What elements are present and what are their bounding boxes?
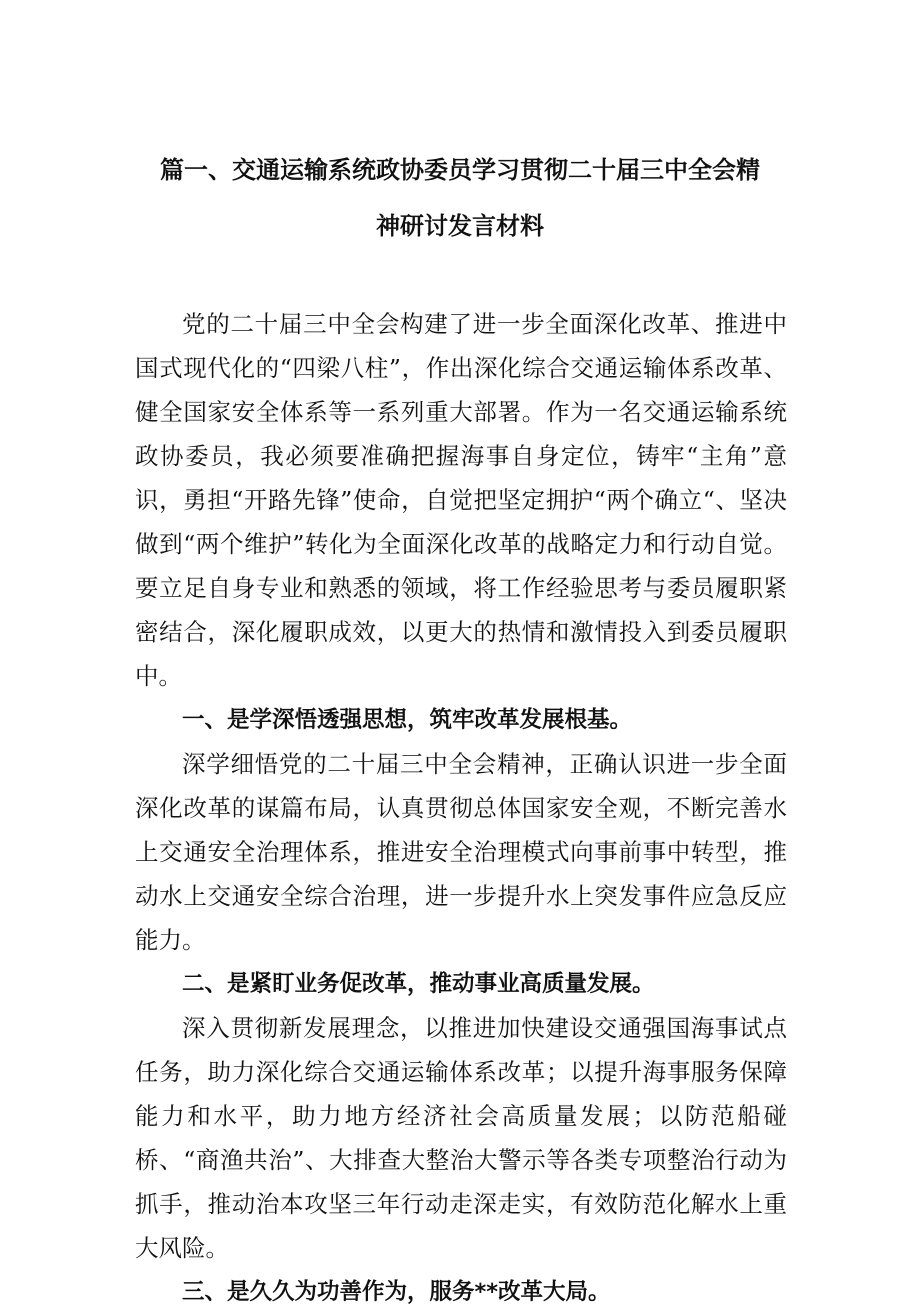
document-title (100, 142, 820, 254)
title-line-2: 神研讨发言材料 (376, 212, 544, 240)
section-heading-2: 二、是紧盯业务促改革，推动事业高质量发展。 (182, 971, 655, 997)
section-paragraph-1: 深学细悟党的二十届三中全会精神，正确认识进一步全面深化改革的谋篇布局，认真贯彻总体国家安全观，不断完善水上交通安全治理体系，推进安全治理模式向事前事中转型，推动水上交通安全综合治理，进一步提升水上突发事件应急反应能力。 (135, 750, 787, 954)
intro-paragraph: 党的二十届三中全会构建了进一步全面深化改革、推进中国式现代化的“四梁八柱”，作出深化综合交通运输体系改革、健全国家安全体系等一系列重大部署。作为一名交通运输系统政协委员，我必须要准确把握海事自身定位，铸牢“主角”意识，勇担“开路先锋”使命，自觉把坚定拥护“两个确立“、坚决做到“两个维护”转化为全面深化改革的战略定力和行动自觉。要立足自身专业和熟悉的领域，将工作经验思考与委员履职紧密结合，深化履职成效，以更大的热情和激情投入到委员履职中。 (135, 310, 787, 690)
title-line-1: 篇一、交通运输系统政协委员学习贯彻二十届三中全会精 (160, 156, 760, 184)
section-paragraph-2: 深入贯彻新发展理念，以推进加快建设交通强国海事试点任务，助力深化综合交通运输体系改革；以提升海事服务保障能力和水平，助力地方经济社会高质量发展；以防范船碰桥、“商渔共治”、大排查大整治大警示等各类专项整治行动为抓手，推动治本攻坚三年行动走深走实，有效防范化解水上重大风险。 (135, 1014, 787, 1262)
section-heading-3: 三、是久久为功善作为，服务**改革大局。 (182, 1279, 611, 1305)
section-heading-1: 一、是学深悟透强思想，筑牢改革发展根基。 (182, 707, 633, 733)
document-body (135, 302, 787, 1314)
